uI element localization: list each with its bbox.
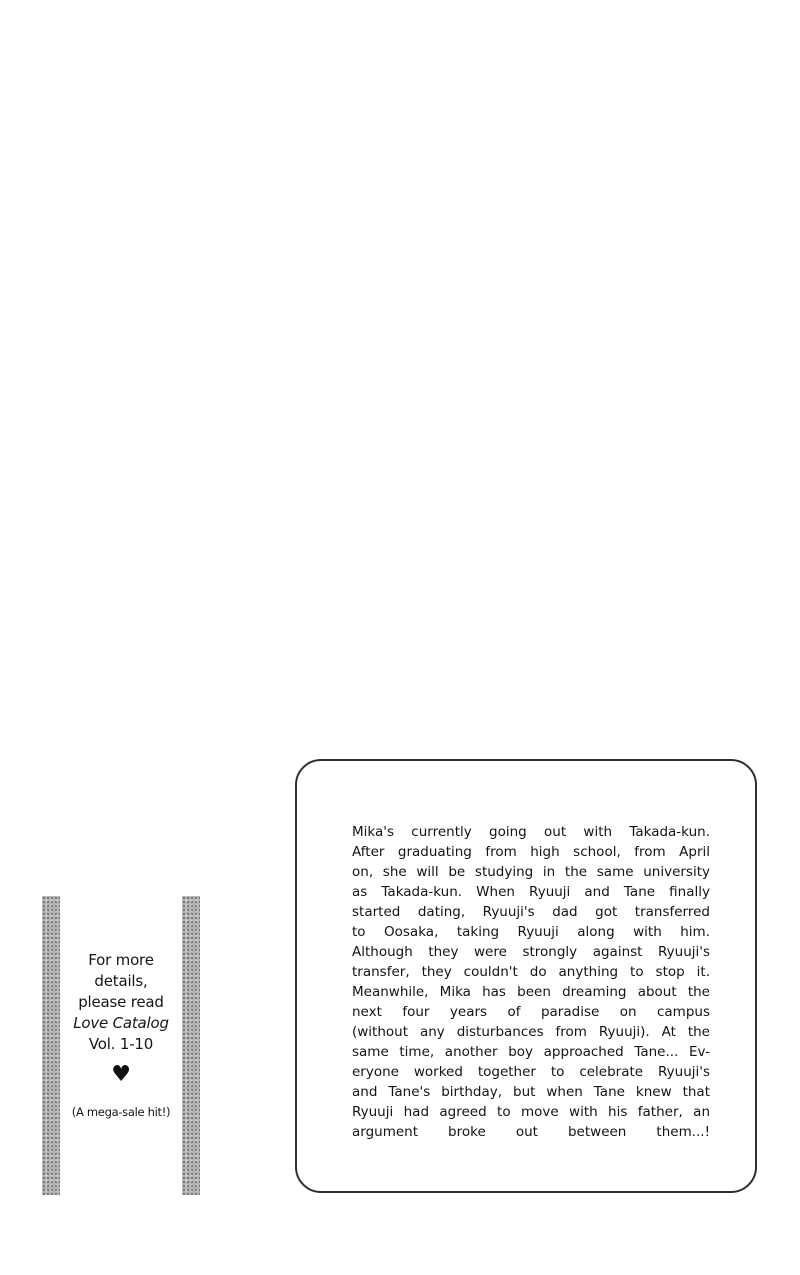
summary-line: Ryuuji had agreed to move with his father, an — [352, 1104, 710, 1120]
summary-line: eryone worked together to celebrate Ryuuji's — [352, 1064, 710, 1080]
promo-line: For more — [88, 951, 154, 969]
summary-line: as Takada-kun. When Ryuuji and Tane finally — [352, 884, 710, 900]
summary-box — [295, 759, 757, 1193]
summary-line: (without any disturbances from Ryuuji). At the — [352, 1024, 710, 1040]
promo-line-volumes: Vol. 1-10 — [88, 1035, 154, 1053]
summary-line: Although they were strongly against Ryuuji's — [352, 944, 710, 960]
promo-line-series-title: Love Catalog — [73, 1014, 169, 1032]
summary-line: on, she will be studying in the same university — [352, 864, 710, 880]
heart-icon: ♥ — [111, 1062, 131, 1087]
summary-line: After graduating from high school, from April — [352, 844, 710, 860]
summary-line: same time, another boy approached Tane... Ev- — [352, 1044, 710, 1060]
promo-line: details, — [94, 972, 148, 990]
promo-footnote: (A mega-sale hit!) — [71, 1105, 171, 1119]
summary-line: Meanwhile, Mika has been dreaming about the — [352, 984, 710, 1000]
summary-line: next four years of paradise on campus — [352, 1004, 710, 1020]
halftone-bar-right — [182, 896, 200, 1195]
summary-line: Mika's currently going out with Takada-kun. — [352, 824, 710, 840]
summary-line: and Tane's birthday, but when Tane knew that — [352, 1084, 710, 1100]
summary-line: to Oosaka, taking Ryuuji along with him. — [352, 924, 710, 940]
promo-note — [59, 950, 183, 1120]
summary-line: argument broke out between them...! — [352, 1124, 710, 1140]
summary-text — [352, 822, 710, 1142]
summary-line: started dating, Ryuuji's dad got transferred — [352, 904, 710, 920]
halftone-bar-left — [42, 896, 60, 1195]
promo-line: please read — [78, 993, 164, 1011]
summary-line: transfer, they couldn't do anything to stop it. — [352, 964, 710, 980]
